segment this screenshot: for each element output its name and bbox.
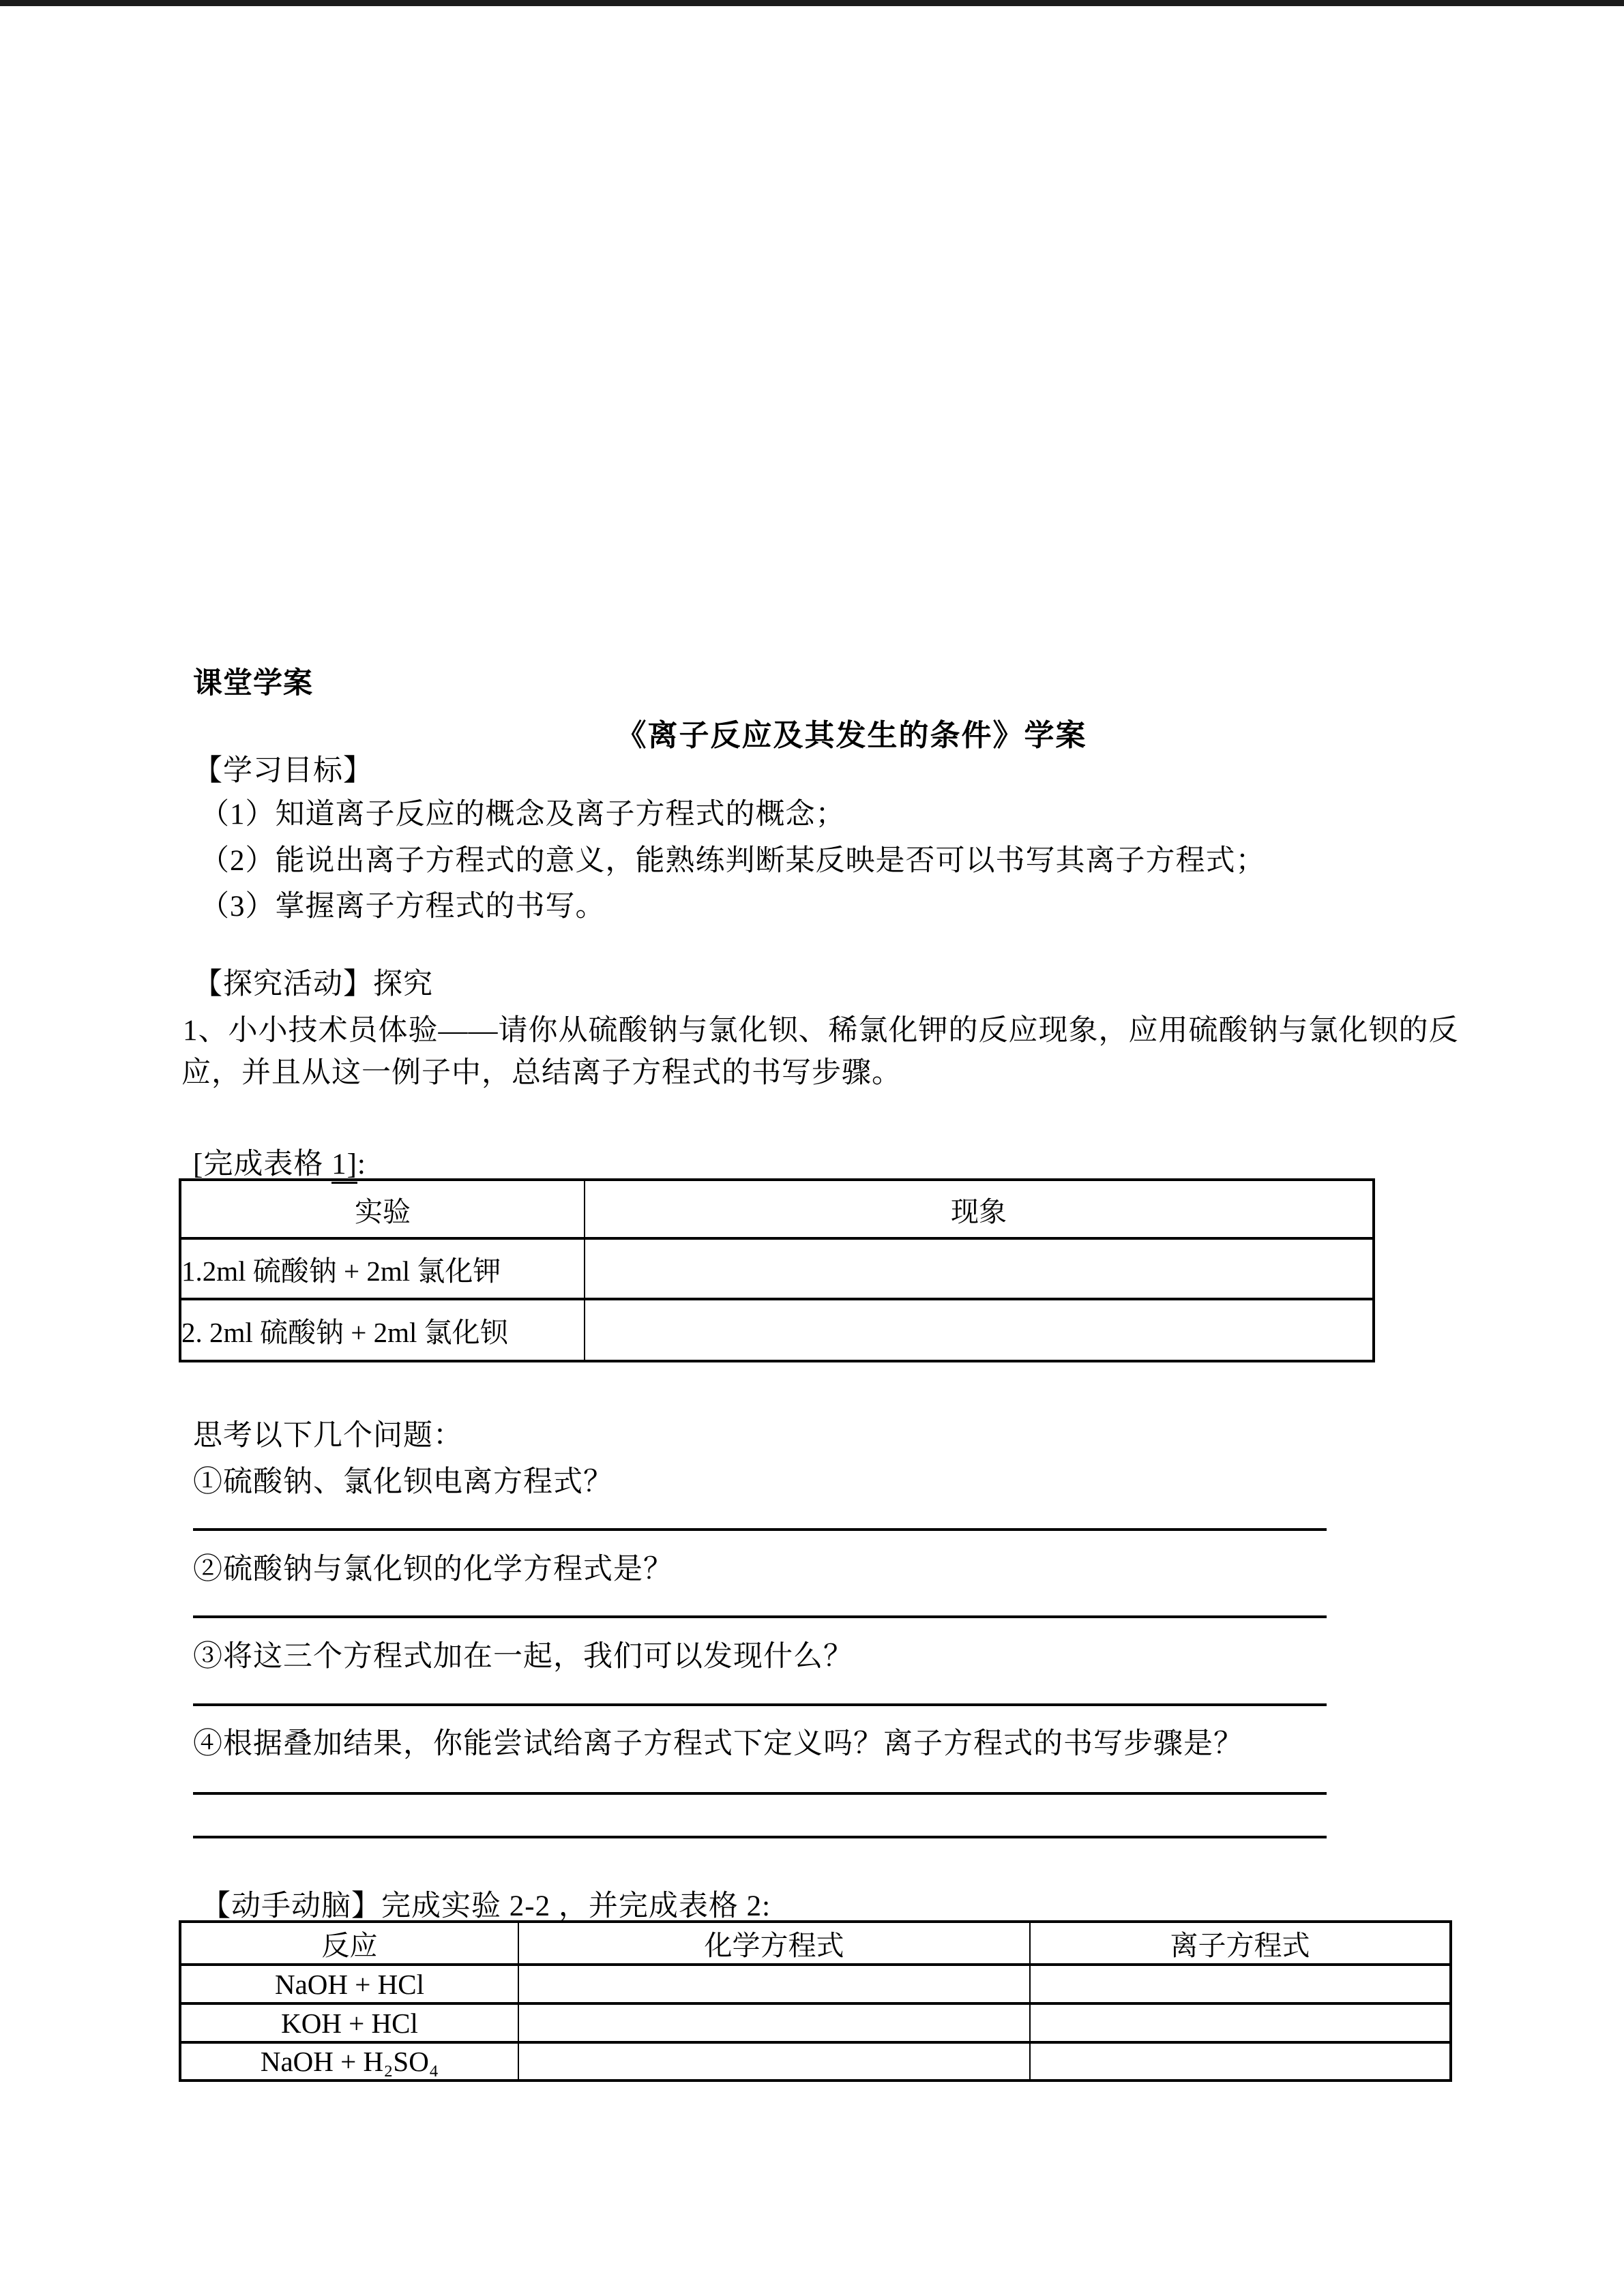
- table1-caption-suffix: :: [357, 1148, 366, 1180]
- experiment-column-header: 实验: [180, 1180, 585, 1238]
- objective-item-2: （2）能说出离子方程式的意义，能熟练判断某反映是否可以书写其离子方程式；: [200, 845, 1266, 877]
- answer-line: [193, 1615, 1327, 1618]
- ionic-equation-column-header: 离子方程式: [1030, 1922, 1451, 1965]
- exploration-intro-line-1: 1、小小技术员体验——请你从硫酸钠与氯化钡、稀氯化钾的反应现象，应用硫酸钠与氯化钡的反: [183, 1015, 1459, 1047]
- table1-caption-prefix: [完成表格: [193, 1148, 332, 1180]
- question-4: ④根据叠加结果，你能尝试给离子方程式下定义吗？离子方程式的书写步骤是？: [193, 1728, 1243, 1760]
- exploration-intro-line-2: 应，并且从这一例子中，总结离子方程式的书写步骤。: [181, 1057, 902, 1089]
- phenomenon-column-header: 现象: [585, 1180, 1374, 1238]
- reaction-2-label: KOH + HCl: [180, 2003, 518, 2042]
- header-label: 课堂学案: [193, 668, 313, 700]
- hands-on-heading: 【动手动脑】完成实验 2-2 ，并完成表格 2:: [201, 1890, 771, 1922]
- answer-line: [193, 1528, 1327, 1531]
- answer-line: [193, 1792, 1327, 1795]
- question-1: ①硫酸钠、氯化钡电离方程式？: [193, 1466, 613, 1498]
- page-top-scan-bar: [0, 0, 1624, 6]
- reaction-1-chemical-equation-cell: [518, 1965, 1030, 2003]
- reaction-equation-table: [179, 1920, 1452, 2082]
- answer-line: [193, 1703, 1327, 1706]
- table-row: [180, 1965, 1451, 2003]
- reaction-1-ionic-equation-cell: [1030, 1965, 1451, 2003]
- table-row: [180, 2042, 1451, 2081]
- reaction-table-header-row: [180, 1922, 1451, 1965]
- table-row: [180, 1299, 1374, 1361]
- experiment-table: [179, 1178, 1375, 1362]
- reaction-3-label: NaOH + H₂SO₄: [180, 2042, 518, 2081]
- questions-heading: 思考以下几个问题：: [193, 1420, 463, 1452]
- reaction-column-header: 反应: [180, 1922, 518, 1965]
- experiment-1-label: 1.2ml 硫酸钠 + 2ml 氯化钾: [180, 1238, 585, 1299]
- answer-line: [193, 1836, 1327, 1838]
- experiment-table-header-row: [180, 1180, 1374, 1238]
- reaction-2-chemical-equation-cell: [518, 2003, 1030, 2042]
- objectives-heading: 【学习目标】: [193, 755, 373, 787]
- experiment-2-label: 2. 2ml 硫酸钠 + 2ml 氯化钡: [180, 1299, 585, 1361]
- table1-caption: [193, 1148, 366, 1181]
- objective-item-3: （3）掌握离子方程式的书写。: [200, 891, 606, 923]
- document-title: 《离子反应及其发生的条件》学案: [616, 719, 1087, 752]
- reaction-2-ionic-equation-cell: [1030, 2003, 1451, 2042]
- document-title-row: [0, 711, 1624, 754]
- table1-caption-number: 1]: [331, 1148, 357, 1184]
- reaction-3-chemical-equation-cell: [518, 2042, 1030, 2081]
- experiment-1-phenomenon-cell: [585, 1238, 1374, 1299]
- table-row: [180, 1238, 1374, 1299]
- exploration-heading: 【探究活动】探究: [193, 968, 433, 1000]
- experiment-2-phenomenon-cell: [585, 1299, 1374, 1361]
- question-2: ②硫酸钠与氯化钡的化学方程式是？: [193, 1553, 673, 1585]
- question-3: ③将这三个方程式加在一起，我们可以发现什么？: [193, 1641, 853, 1673]
- chemical-equation-column-header: 化学方程式: [518, 1922, 1030, 1965]
- reaction-1-label: NaOH + HCl: [180, 1965, 518, 2003]
- table-row: [180, 2003, 1451, 2042]
- reaction-3-ionic-equation-cell: [1030, 2042, 1451, 2081]
- objective-item-1: （1）知道离子反应的概念及离子方程式的概念；: [200, 799, 846, 831]
